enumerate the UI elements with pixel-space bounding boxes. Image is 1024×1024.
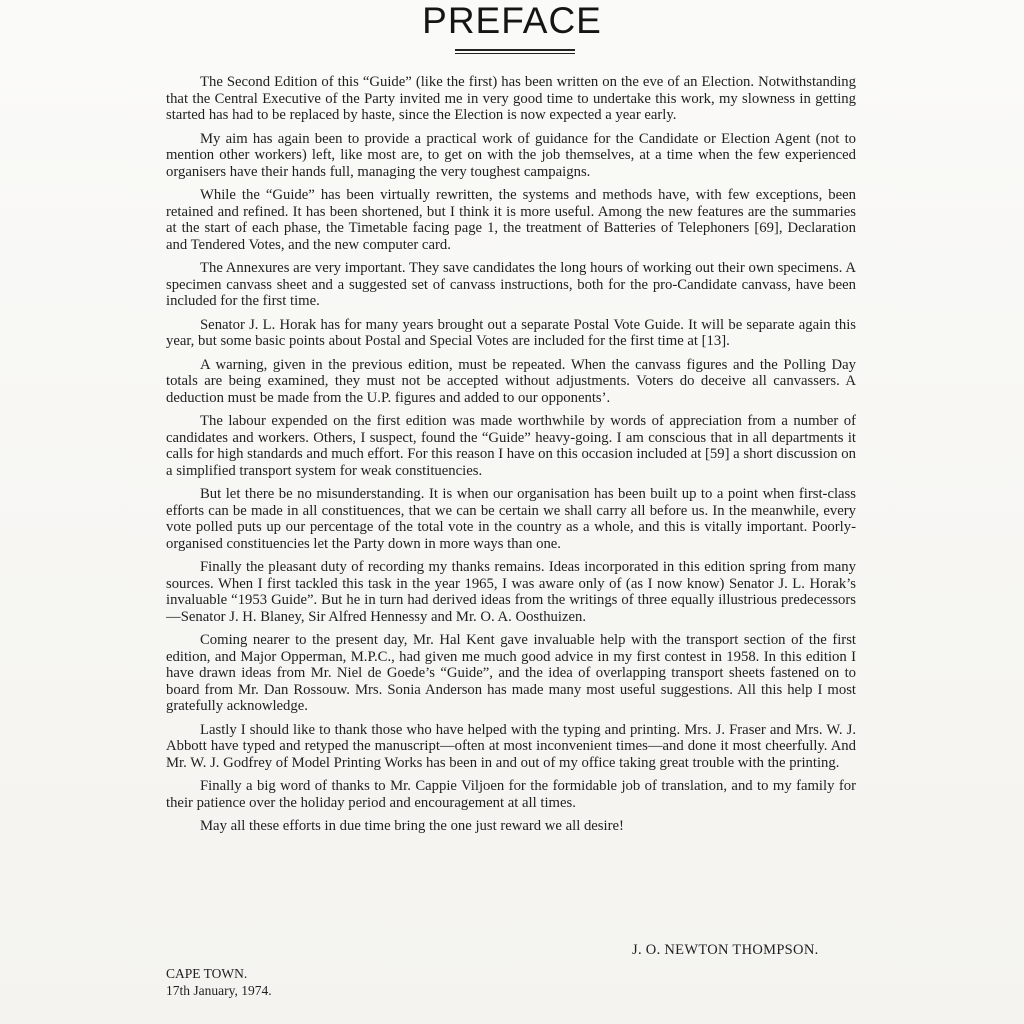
signature: J. O. NEWTON THOMPSON.: [632, 942, 819, 958]
paragraph: The labour expended on the first edition was made worthwhile by words of appreciation from a number of candidates and workers. Others, I suspect, found the “Guide” heavy-going. I am conscious that in all departments it calls for high standards and much effort. For this reason I have on this occasion included at [59] a short discussion on a simplified transport system for weak constituencies.: [166, 413, 856, 479]
paragraph: Senator J. L. Horak has for many years brought out a separate Postal Vote Guide. It will be separate again this year, but some basic points about Postal and Special Votes are included for the first time at [13].: [166, 316, 856, 349]
date: 17th January, 1974.: [166, 983, 272, 998]
paragraph: While the “Guide” has been virtually rewritten, the systems and methods have, with few exceptions, been retained and refined. It has been shortened, but I think it is more useful. Among the new features are the summaries at the start of each phase, the Timetable facing page 1, the treatment of Batteries of Telephoners [69], Declaration and Tendered Votes, and the new computer card.: [166, 187, 856, 253]
place-date-block: [166, 965, 272, 999]
paragraph: But let there be no misunderstanding. It is when our organisation has been built up to a point when first-class efforts can be made in all constituences, that we can be certain we shall carry all before us. In the meanwhile, every vote polled puts up our percentage of the total vote in the country as a whole, and this is vitally important. Poorly-organised constituencies let the Party down in more ways than one.: [166, 486, 856, 552]
place: CAPE TOWN.: [166, 966, 248, 981]
paragraph: The Annexures are very important. They save candidates the long hours of working out their own specimens. A specimen canvass sheet and a suggested set of canvass instructions, both for the pro-Candidate canvass, have been included for the first time.: [166, 260, 856, 309]
page-title: PREFACE: [422, 0, 602, 41]
paragraph: Finally a big word of thanks to Mr. Cappie Viljoen for the formidable job of translation, and to my family for their patience over the holiday period and encouragement at all times.: [166, 778, 856, 811]
paragraph: May all these efforts in due time bring the one just reward we all desire!: [200, 818, 624, 834]
paragraph: Lastly I should like to thank those who have helped with the typing and printing. Mrs. J. Fraser and Mrs. W. J. Abbott have typed and retyped the manuscript—often at most inconvenient times—and done it most cheerfully. And Mr. W. J. Godfrey of Model Printing Works has been in and out of my office taking great trouble with the printing.: [166, 721, 856, 771]
title-rule: [455, 49, 575, 54]
paragraph: My aim has again been to provide a practical work of guidance for the Candidate or Election Agent (not to mention other workers) left, like most are, to get on with the job themselves, at a time when the few experienced organisers have their hands full, managing the very toughest campaigns.: [166, 130, 856, 180]
paragraph: Coming nearer to the present day, Mr. Hal Kent gave invaluable help with the transport section of the first edition, and Major Opperman, M.P.C., had given me much good advice in my first contest in 1958. In this edition I have drawn ideas from Mr. Niel de Goede’s “Guide”, and the idea of overlapping transport sheets fastened on to board from Mr. Dan Rossouw. Mrs. Sonia Anderson has made many most useful suggestions. All this help I most gratefully acknowledge.: [166, 632, 856, 714]
paragraph: The Second Edition of this “Guide” (like the first) has been written on the eve of an Election. Notwithstanding that the Central Executive of the Party invited me in very good time to undertake this work, my slowness in getting started has had to be replaced by haste, since the Election is now expected a year early.: [166, 74, 856, 123]
paragraph: A warning, given in the previous edition, must be repeated. When the canvass figures and the Polling Day totals are being examined, they must not be accepted without adjustments. Voters do deceive all canvassers. A deduction must be made from the U.P. figures and added to our opponents’.: [166, 356, 856, 406]
paragraph: Finally the pleasant duty of recording my thanks remains. Ideas incorporated in this edition spring from many sources. When I first tackled this task in the year 1965, I was aware only of (as I now know) Senator J. L. Horak’s invaluable “1953 Guide”. But he in turn had derived ideas from the writings of three equally illustrious predecessors—Senator J. H. Blaney, Sir Alfred Hennessy and Mr. O. A. Oosthuizen.: [166, 559, 856, 625]
preface-body: [166, 74, 856, 842]
